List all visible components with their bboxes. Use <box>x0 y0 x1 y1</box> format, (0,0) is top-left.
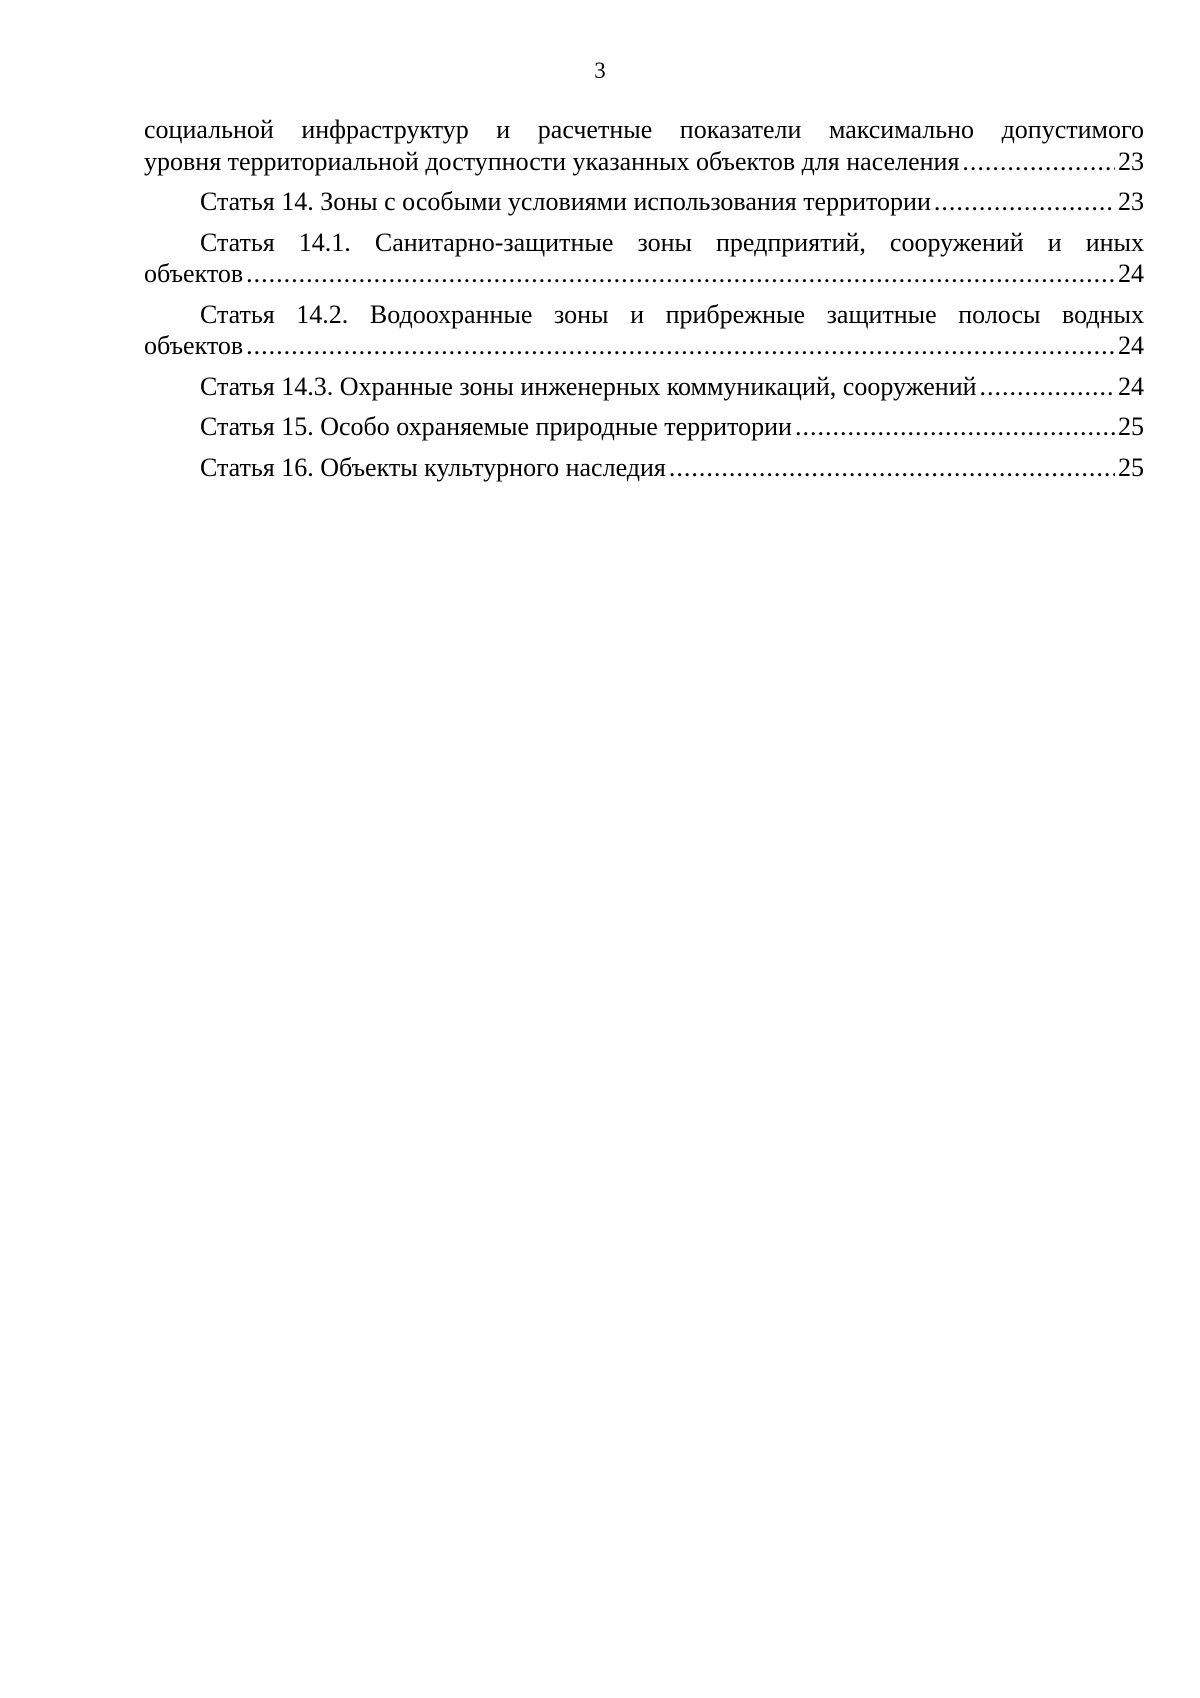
toc-entry-title: Статья 14. Зоны с особыми условиями использования территории <box>200 187 931 216</box>
dot-leader <box>246 330 1115 362</box>
dot-leader <box>962 146 1115 178</box>
dot-leader <box>934 186 1115 218</box>
toc-entry[interactable] <box>144 411 1144 443</box>
toc-entry[interactable] <box>144 114 1144 177</box>
toc-page-number: 25 <box>1118 412 1144 441</box>
toc-entry-title: Статья 16. Объекты культурного наследия <box>200 452 666 482</box>
toc-entry-title: Статья 14.3. Охранные зоны инженерных коммуникаций, сооружений <box>200 371 977 401</box>
toc-entry-title: объектов <box>144 259 244 288</box>
dot-leader <box>246 258 1115 290</box>
toc-entry[interactable] <box>144 452 1144 484</box>
toc-page-number: 25 <box>1118 452 1144 482</box>
table-of-contents <box>144 114 1144 492</box>
toc-entry-last-line <box>144 371 1144 403</box>
toc-entry-text: Статья 14.2. Водоохранные зоны и прибрежные защитные полосы водных <box>200 299 1144 329</box>
toc-entry[interactable] <box>144 186 1144 218</box>
dot-leader <box>795 411 1115 443</box>
toc-entry-title: уровня территориальной доступности указанных объектов для населения <box>144 146 960 176</box>
dot-leader <box>669 452 1115 484</box>
toc-entry-text: социальной инфраструктур и расчетные показатели максимально допустимого <box>144 115 1144 144</box>
dot-leader <box>980 371 1115 403</box>
toc-page-number: 23 <box>1118 187 1144 216</box>
toc-entry-text: Статья 14.1. Санитарно-защитные зоны предприятий, сооружений и иных <box>200 227 1144 257</box>
toc-entry-title: Статья 15. Особо охраняемые природные территории <box>200 412 792 441</box>
page-number: 3 <box>594 58 606 83</box>
toc-entry-last-line <box>144 258 1144 290</box>
toc-entry[interactable] <box>144 371 1144 403</box>
toc-page-number: 23 <box>1118 146 1144 176</box>
toc-entry-last-line <box>144 411 1144 443</box>
toc-entry-title: объектов <box>144 331 244 360</box>
toc-page-number: 24 <box>1118 259 1144 288</box>
toc-entry-last-line <box>144 452 1144 484</box>
toc-entry[interactable] <box>144 299 1144 362</box>
toc-entry[interactable] <box>144 227 1144 290</box>
toc-entry-last-line <box>144 330 1144 362</box>
toc-page-number: 24 <box>1118 331 1144 360</box>
toc-page-number: 24 <box>1118 371 1144 401</box>
toc-entry-last-line <box>144 146 1144 178</box>
toc-entry-last-line <box>144 186 1144 218</box>
